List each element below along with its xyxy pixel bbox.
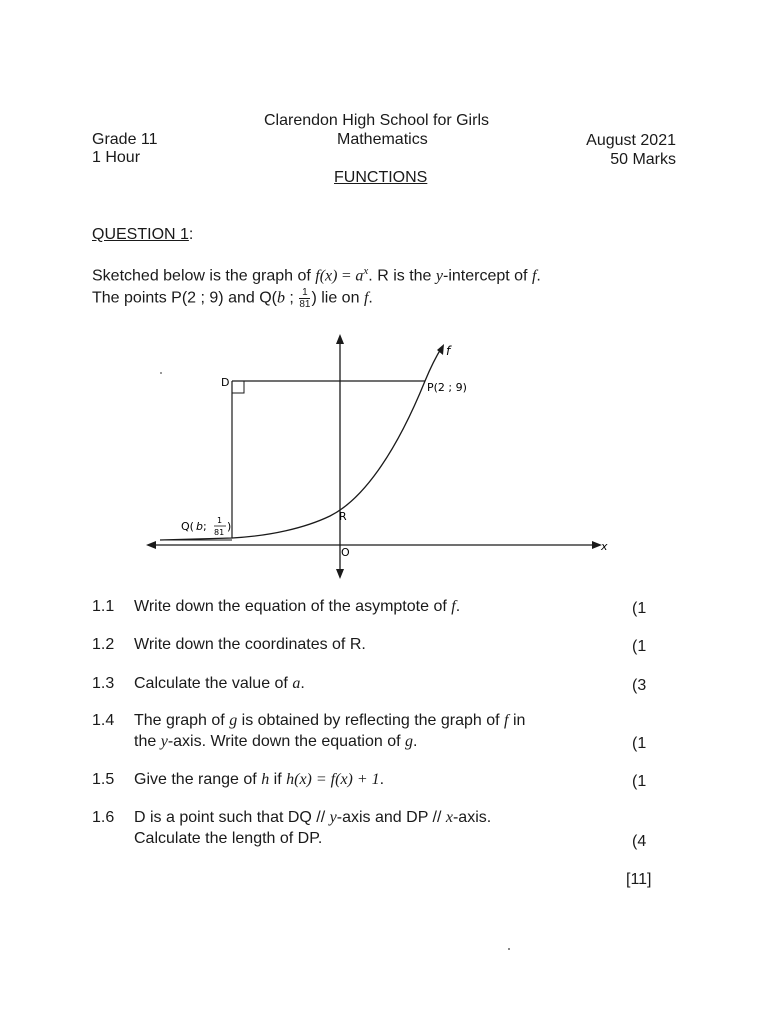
right-angle-marker — [232, 381, 244, 393]
item-text: -axis and DP // — [336, 809, 442, 826]
item-math-g: g — [229, 712, 238, 729]
duration: 1 Hour — [92, 149, 141, 166]
item-math: h(x) = f(x) + 1 — [286, 771, 380, 788]
item-1-5-text — [134, 771, 384, 789]
item-text: Calculate the value of — [134, 675, 288, 692]
item-number: 1.3 — [92, 675, 115, 692]
intro-text-e: ) lie on — [311, 289, 360, 307]
item-math-g: g — [404, 733, 413, 750]
label-Q-num: 1 — [217, 516, 223, 525]
intro-text-d: . — [536, 267, 541, 285]
item-text-if: if — [273, 771, 282, 788]
item-number: 1.1 — [92, 598, 115, 615]
label-Q-close: ) — [227, 520, 232, 533]
question-heading-suffix: : — [188, 226, 194, 243]
question-heading-label: QUESTION 1 — [92, 226, 189, 243]
y-axis-arrow-up — [336, 334, 344, 344]
item-math-h: h — [261, 771, 270, 788]
y-axis-arrow-down — [336, 569, 344, 579]
item-text-end: . — [455, 598, 461, 615]
intro-ax: a — [355, 267, 364, 285]
item-1-1 — [92, 598, 114, 616]
item-1-1-mark: (1 — [632, 600, 647, 617]
intro-f: f — [531, 267, 537, 285]
label-f: f — [446, 344, 451, 358]
intro-equals: = — [341, 267, 351, 285]
label-Q-b: b — [196, 520, 203, 533]
label-Q-den: 81 — [214, 528, 225, 537]
item-number: 1.4 — [92, 712, 115, 729]
total-marks: 50 Marks — [610, 151, 676, 168]
intro-text-c: -intercept of — [443, 267, 528, 285]
item-math: f — [451, 598, 456, 615]
item-text: Give the range of — [134, 771, 257, 788]
item-number: 1.2 — [92, 636, 115, 653]
item-1-6-line1 — [134, 809, 491, 827]
item-number: 1.6 — [92, 809, 115, 826]
item-1-5 — [92, 771, 114, 789]
exponential-curve — [160, 347, 442, 540]
grade: Grade 11 — [92, 131, 158, 148]
intro-text-f: . — [368, 289, 373, 307]
item-1-3 — [92, 675, 114, 693]
label-P: P(2 ; 9) — [427, 381, 467, 394]
item-text: the — [134, 733, 157, 750]
item-math-y: y — [329, 809, 337, 826]
label-Q-prefix: Q( — [181, 520, 194, 533]
item-math-x: x — [445, 809, 453, 826]
intro-text-b: . R is the — [368, 267, 432, 285]
subject: Mathematics — [337, 131, 428, 148]
item-text: Write down the equation of the asymptote of — [134, 598, 447, 615]
item-1-2-mark: (1 — [632, 638, 647, 655]
intro-fx: f(x) — [315, 267, 338, 285]
school-name: Clarendon High School for Girls — [264, 112, 489, 129]
item-text: is obtained by reflecting the graph of — [241, 712, 500, 729]
item-1-5-mark: (1 — [632, 773, 647, 790]
item-text-end: . — [412, 733, 418, 750]
item-1-2-text: Write down the coordinates of R. — [134, 636, 366, 653]
label-O: O — [341, 546, 350, 559]
scan-speck — [160, 372, 162, 374]
item-text: The graph of — [134, 712, 225, 729]
intro-points-text: The points P(2 ; 9) and Q( — [92, 289, 277, 307]
item-1-6-line2: Calculate the length of DP. — [134, 830, 323, 847]
item-1-4-line2 — [134, 733, 417, 751]
intro-sep: ; — [284, 289, 294, 307]
intro-frac-den: 81 — [299, 299, 311, 310]
item-1-6 — [92, 809, 114, 827]
question-total: [11] — [626, 871, 652, 888]
intro-frac-num: 1 — [299, 287, 310, 299]
item-text-end: . — [379, 771, 385, 788]
intro-ax-exponent: x — [363, 265, 369, 277]
label-Q-sep: ; — [203, 520, 207, 533]
scan-speck — [508, 948, 510, 950]
item-1-4-line1 — [134, 712, 525, 730]
topic-title: FUNCTIONS — [334, 169, 428, 186]
label-R: R — [339, 510, 347, 523]
label-D: D — [221, 376, 230, 389]
label-x: x — [601, 540, 608, 553]
x-axis-arrow-left — [146, 541, 156, 549]
item-number: 1.5 — [92, 771, 115, 788]
item-1-6-mark: (4 — [632, 833, 647, 850]
item-text-end: . — [300, 675, 305, 692]
intro-y: y — [435, 267, 443, 285]
item-text: D is a point such that DQ // — [134, 809, 326, 826]
exam-date: August 2021 — [586, 132, 676, 149]
item-math-f: f — [504, 712, 509, 729]
item-1-3-text — [134, 675, 305, 693]
item-1-2 — [92, 636, 114, 654]
intro-b: b — [276, 289, 285, 307]
item-text: -axis. — [452, 809, 492, 826]
item-text: in — [512, 712, 526, 729]
item-1-4-mark: (1 — [632, 735, 647, 752]
item-math-y: y — [160, 733, 168, 750]
item-1-1-text — [134, 598, 460, 616]
item-text: -axis. Write down the equation of — [167, 733, 401, 750]
intro-text-a: Sketched below is the graph of — [92, 267, 311, 285]
item-1-3-mark: (3 — [632, 677, 647, 694]
item-math: a — [292, 675, 301, 692]
item-1-4 — [92, 712, 114, 730]
intro-f3: f — [363, 289, 369, 307]
